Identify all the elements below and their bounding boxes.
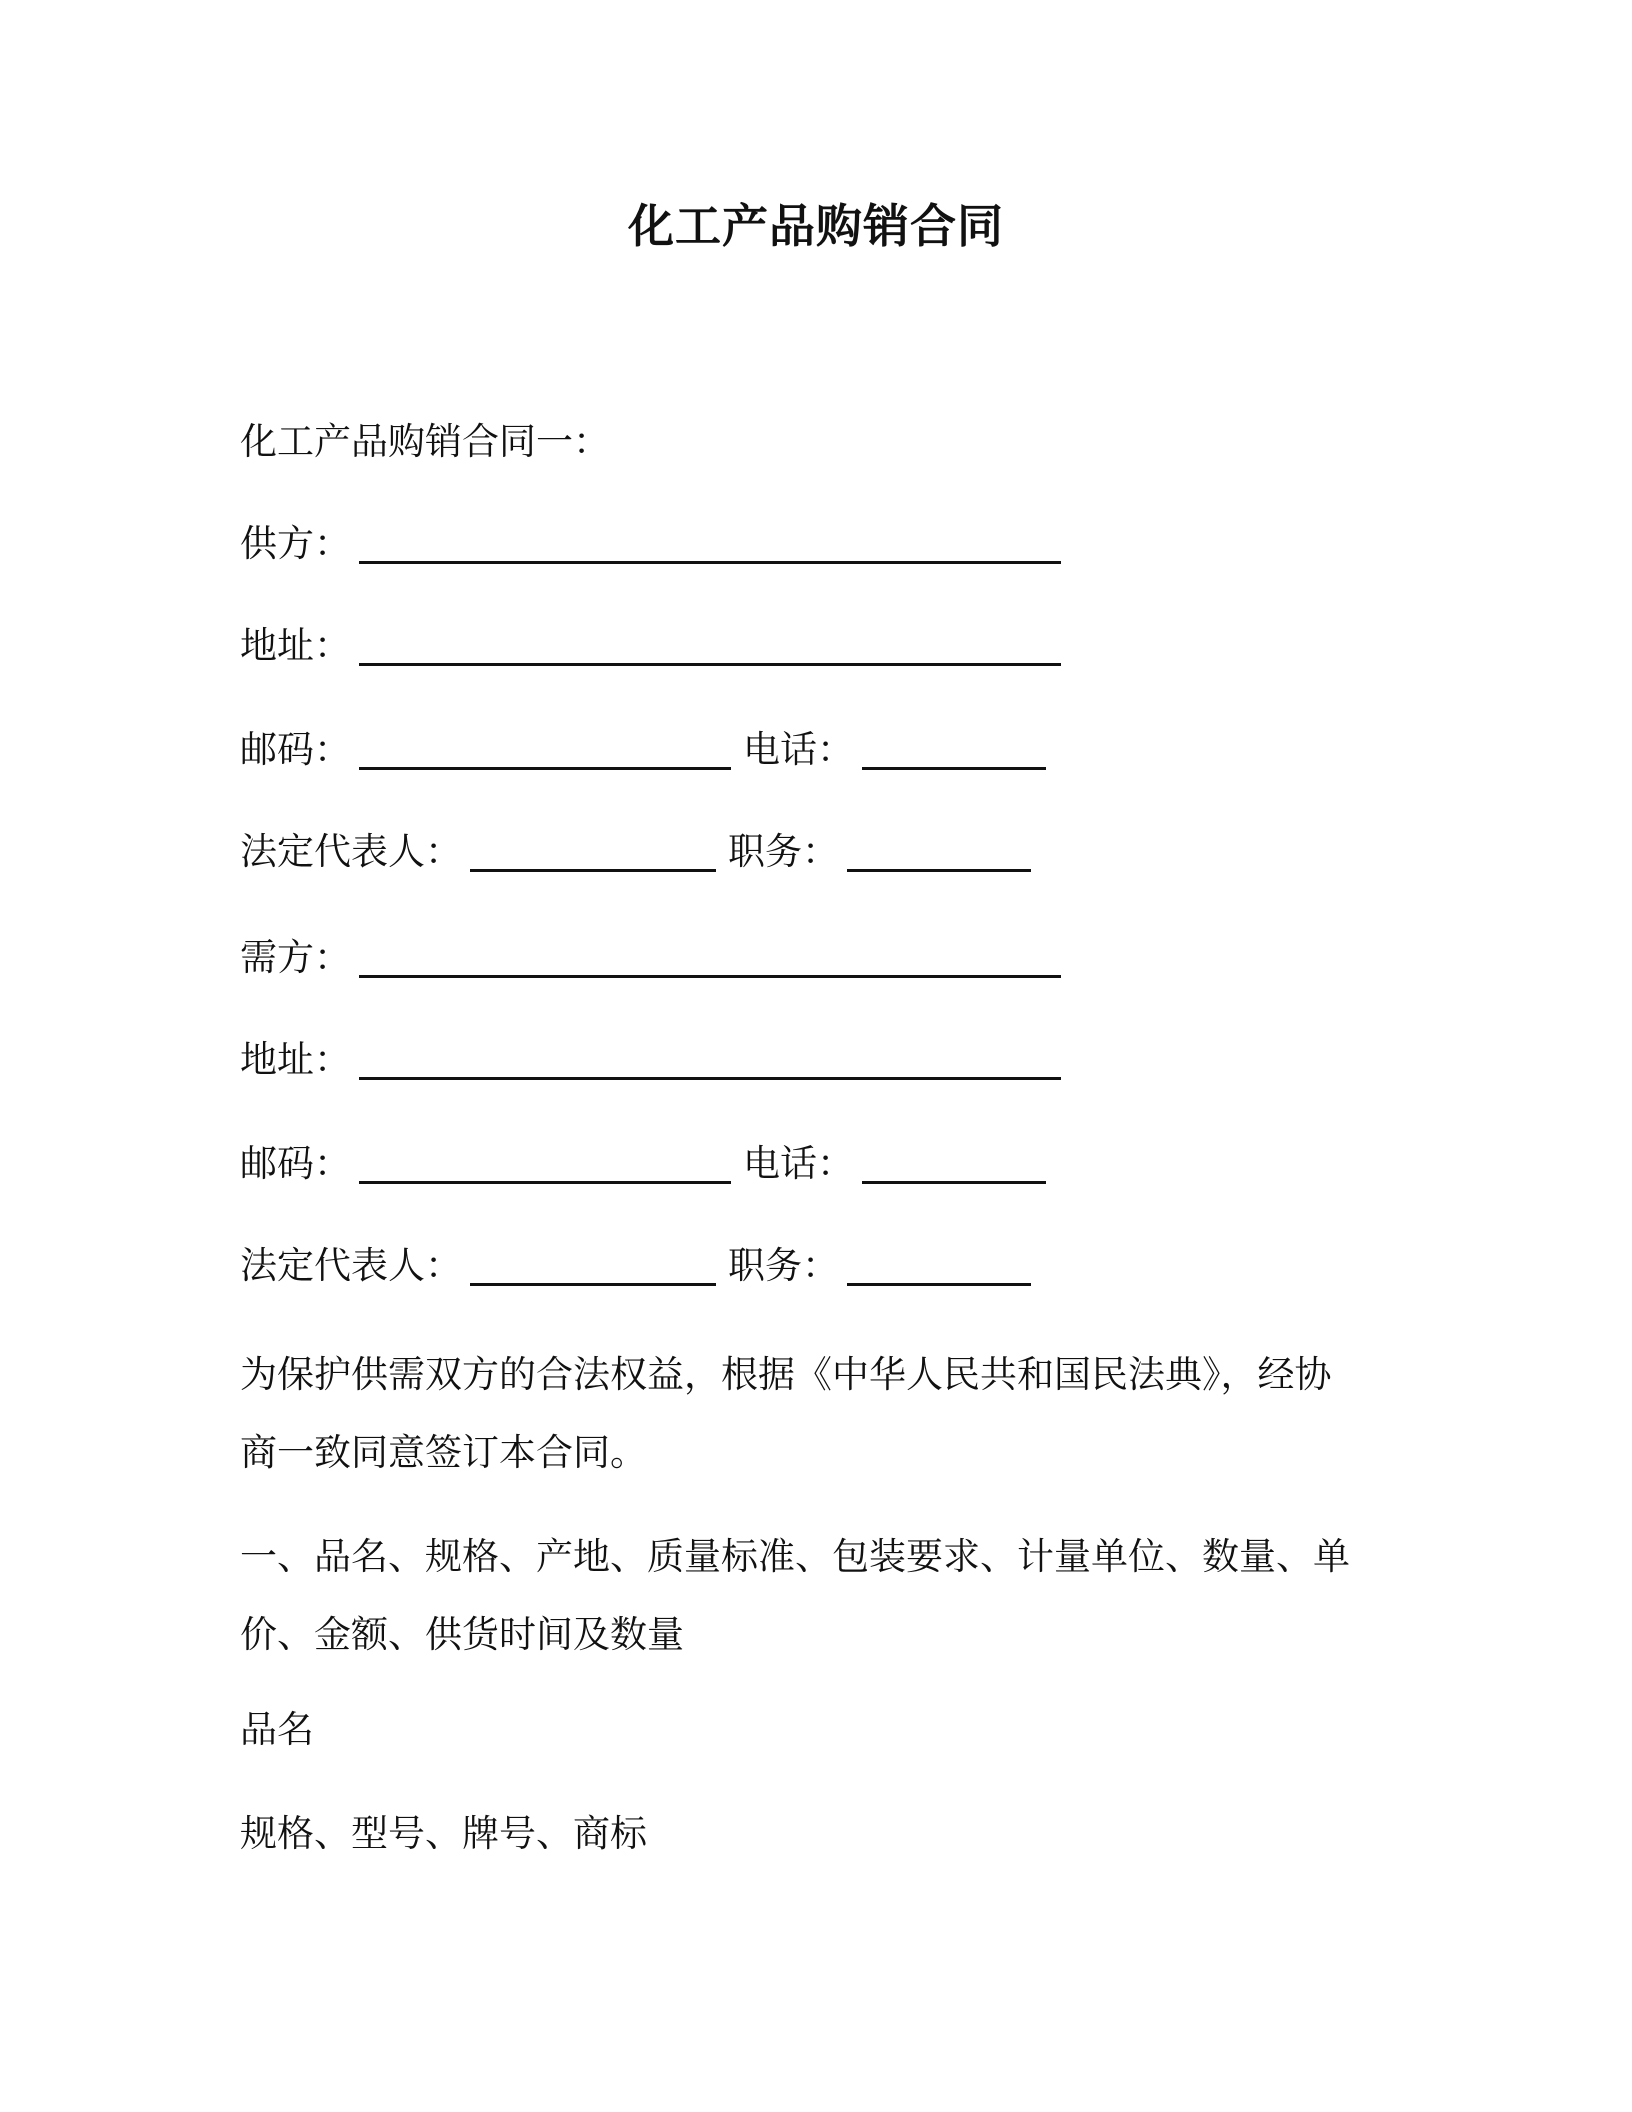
buyer-phone-blank[interactable] [862, 1141, 1046, 1184]
supplier-address-row [240, 622, 1073, 670]
preamble-paragraph: 为保护供需双方的合法权益，根据《中华人民共和国民法典》，经协商一致同意签订本合同。 [240, 1353, 1332, 1474]
item-name-label: 品名 [240, 1708, 314, 1751]
supplier-phone-label: 电话： [743, 728, 854, 771]
buyer-position-blank[interactable] [847, 1243, 1031, 1286]
item-spec-label: 规格、型号、牌号、商标 [240, 1812, 647, 1855]
supplier-label: 供方： [240, 522, 351, 565]
buyer-address-row [240, 1036, 1073, 1084]
buyer-legal-rep-blank[interactable] [470, 1243, 716, 1286]
supplier-legal-rep-label: 法定代表人： [240, 830, 462, 873]
buyer-legal-rep-row [240, 1242, 1043, 1290]
buyer-label: 需方： [240, 936, 351, 979]
buyer-blank[interactable] [359, 935, 1061, 978]
buyer-postcode-label: 邮码： [240, 1142, 351, 1185]
supplier-postcode-blank[interactable] [359, 727, 731, 770]
buyer-position-label: 职务： [728, 1244, 839, 1287]
supplier-legal-rep-blank[interactable] [470, 829, 716, 872]
supplier-blank[interactable] [359, 521, 1061, 564]
supplier-address-blank[interactable] [359, 623, 1061, 666]
buyer-postcode-blank[interactable] [359, 1141, 731, 1184]
clause-1-heading: 一、品名、规格、产地、质量标准、包装要求、计量单位、数量、单价、金额、供货时间及数量 [240, 1535, 1350, 1656]
buyer-address-blank[interactable] [359, 1037, 1061, 1080]
supplier-position-label: 职务： [728, 830, 839, 873]
buyer-legal-rep-label: 法定代表人： [240, 1244, 462, 1287]
buyer-postcode-phone-row [240, 1140, 1058, 1188]
supplier-position-blank[interactable] [847, 829, 1031, 872]
supplier-legal-rep-row [240, 828, 1043, 876]
supplier-phone-blank[interactable] [862, 727, 1046, 770]
supplier-postcode-phone-row [240, 726, 1058, 774]
supplier-postcode-label: 邮码： [240, 728, 351, 771]
supplier-address-label: 地址： [240, 624, 351, 667]
buyer-row [240, 934, 1073, 982]
supplier-row [240, 520, 1073, 568]
contract-subtitle: 化工产品购销合同一： [240, 420, 610, 463]
buyer-address-label: 地址： [240, 1038, 351, 1081]
buyer-phone-label: 电话： [743, 1142, 854, 1185]
document-title: 化工产品购销合同 [628, 199, 1004, 253]
